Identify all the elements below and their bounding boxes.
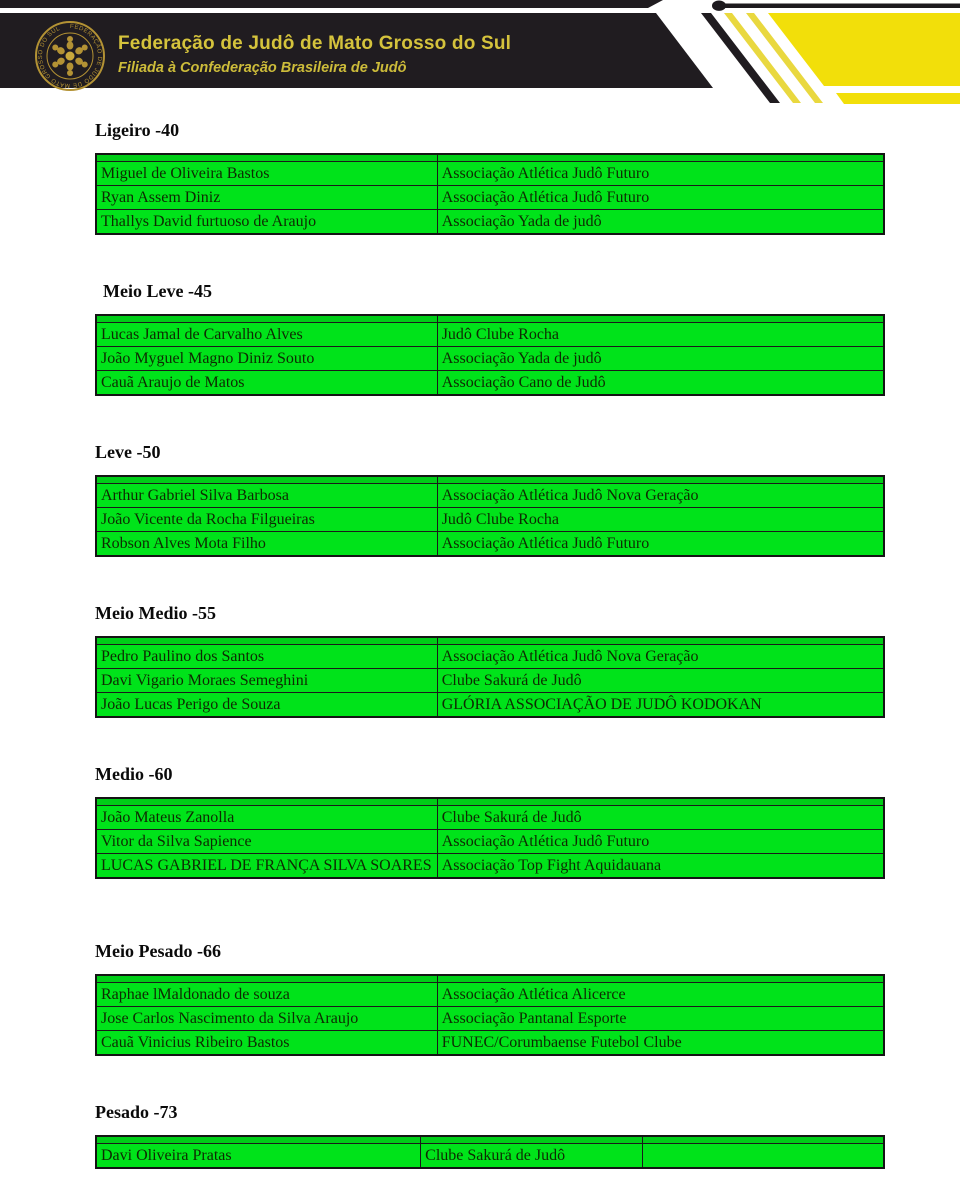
top-bar	[0, 0, 663, 8]
logo-center-dot	[66, 52, 75, 61]
athlete-name-cell: Vitor da Silva Sapience	[96, 830, 437, 854]
athlete-name-cell: Cauã Vinicius Ribeiro Bastos	[96, 1031, 437, 1056]
weight-table-ligeiro	[95, 153, 885, 235]
athlete-name-cell: Robson Alves Mota Filho	[96, 532, 437, 557]
athlete-name-cell: Cauã Araujo de Matos	[96, 371, 437, 396]
table-row	[96, 210, 884, 235]
athlete-name-cell: Davi Oliveira Pratas	[96, 1144, 421, 1169]
club-name-cell: Associação Atlética Judô Futuro	[437, 532, 884, 557]
athlete-name-cell: Thallys David furtuoso de Araujo	[96, 210, 437, 235]
club-name-cell: Associação Atlética Judô Nova Geração	[437, 484, 884, 508]
athlete-name-cell: Jose Carlos Nascimento da Silva Araujo	[96, 1007, 437, 1031]
weight-table-medio	[95, 797, 885, 879]
header-banner-graphics	[0, 0, 960, 110]
athlete-name-cell: Ryan Assem Diniz	[96, 186, 437, 210]
club-name-cell: Associação Atlética Judô Futuro	[437, 162, 884, 186]
club-name-cell: Associação Atlética Judô Nova Geração	[437, 645, 884, 669]
table-row	[96, 854, 884, 879]
athlete-name-cell: Pedro Paulino dos Santos	[96, 645, 437, 669]
club-name-cell: Associação Atlética Alicerce	[437, 983, 884, 1007]
table-row	[96, 645, 884, 669]
weight-table-leve	[95, 475, 885, 557]
weight-category-heading: Meio Leve -45	[103, 281, 212, 301]
weight-category-heading: Pesado -73	[95, 1102, 178, 1122]
club-name-cell: Associação Atlética Judô Futuro	[437, 186, 884, 210]
athlete-name-cell: LUCAS GABRIEL DE FRANÇA SILVA SOARES	[96, 854, 437, 879]
table-row	[96, 1031, 884, 1056]
table-top-strip	[96, 476, 884, 484]
athlete-name-cell: Lucas Jamal de Carvalho Alves	[96, 323, 437, 347]
table-top-strip	[96, 975, 884, 983]
table-row	[96, 669, 884, 693]
club-name-cell: Clube Sakurá de Judô	[437, 806, 884, 830]
weight-category-heading: Ligeiro -40	[95, 120, 180, 140]
federation-subtitle: Filiada à Confederação Brasileira de Judô	[118, 60, 407, 76]
athlete-name-cell: João Vicente da Rocha Filgueiras	[96, 508, 437, 532]
club-name-cell: Associação Atlética Judô Futuro	[437, 830, 884, 854]
table-row	[96, 1007, 884, 1031]
club-name-cell: Judô Clube Rocha	[437, 508, 884, 532]
athlete-name-cell: Davi Vigario Moraes Semeghini	[96, 669, 437, 693]
weight-table-meio-medio	[95, 636, 885, 718]
table-row	[96, 806, 884, 830]
table-row	[96, 983, 884, 1007]
table-row	[96, 347, 884, 371]
table-top-strip	[96, 154, 884, 162]
weight-table-meio-leve	[95, 314, 885, 396]
table-row	[96, 162, 884, 186]
club-name-cell: Judô Clube Rocha	[437, 323, 884, 347]
club-name-cell: Associação Pantanal Esporte	[437, 1007, 884, 1031]
yellow-bottom-strip	[836, 93, 960, 104]
table-row	[96, 484, 884, 508]
table-row	[96, 1144, 884, 1169]
weight-category-heading: Leve -50	[95, 442, 161, 462]
weight-table-pesado	[95, 1135, 885, 1169]
federation-title: Federação de Judô de Mato Grosso do Sul	[118, 33, 512, 54]
table-top-strip	[96, 798, 884, 806]
athlete-name-cell: Miguel de Oliveira Bastos	[96, 162, 437, 186]
table-row	[96, 830, 884, 854]
table-row	[96, 371, 884, 396]
club-name-cell: Associação Yada de judô	[437, 347, 884, 371]
federation-header	[0, 0, 960, 110]
empty-cell	[643, 1144, 884, 1169]
weight-category-heading: Meio Medio -55	[95, 603, 216, 623]
club-name-cell: Associação Yada de judô	[437, 210, 884, 235]
club-name-cell: Clube Sakurá de Judô	[421, 1144, 643, 1169]
table-top-strip	[96, 637, 884, 645]
table-row	[96, 693, 884, 718]
weight-category-heading: Medio -60	[95, 764, 173, 784]
club-name-cell: GLÓRIA ASSOCIAÇÃO DE JUDÔ KODOKAN	[437, 693, 884, 718]
athlete-name-cell: João Lucas Perigo de Souza	[96, 693, 437, 718]
club-name-cell: Associação Top Fight Aquidauana	[437, 854, 884, 879]
athlete-name-cell: João Myguel Magno Diniz Souto	[96, 347, 437, 371]
table-top-strip	[96, 315, 884, 323]
table-row	[96, 186, 884, 210]
club-name-cell: Associação Cano de Judô	[437, 371, 884, 396]
results-content	[95, 112, 885, 1169]
athlete-name-cell: Arthur Gabriel Silva Barbosa	[96, 484, 437, 508]
weight-category-heading: Meio Pesado -66	[95, 941, 221, 961]
athlete-name-cell: João Mateus Zanolla	[96, 806, 437, 830]
club-name-cell: Clube Sakurá de Judô	[437, 669, 884, 693]
club-name-cell: FUNEC/Corumbaense Futebol Clube	[437, 1031, 884, 1056]
weight-table-meio-pesado	[95, 974, 885, 1056]
dot-line-decoration	[712, 1, 960, 11]
athlete-name-cell: Raphae lMaldonado de souza	[96, 983, 437, 1007]
table-row	[96, 508, 884, 532]
table-top-strip	[96, 1136, 884, 1144]
table-row	[96, 532, 884, 557]
logo-ring-text: FEDERAÇÃO DE JUDÔ DE MATO GROSSO DO SUL	[37, 23, 103, 89]
table-row	[96, 323, 884, 347]
